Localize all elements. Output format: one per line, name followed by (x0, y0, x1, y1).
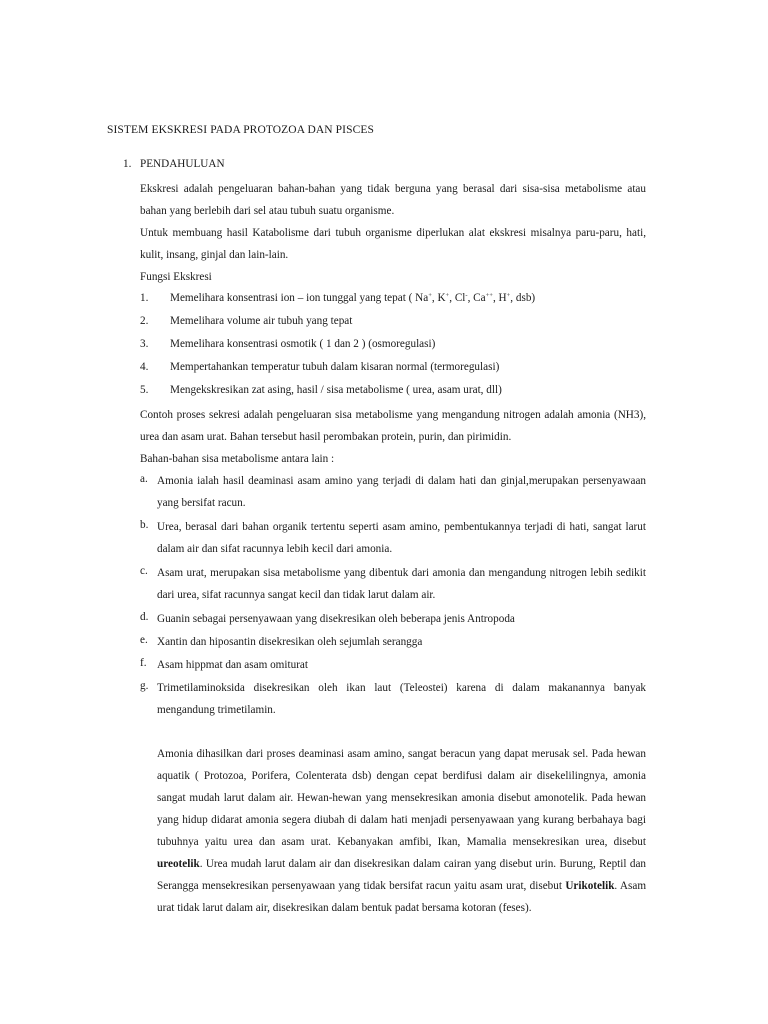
fungsi-number-4: 4. (140, 361, 149, 373)
item-trimetilaminoksida: Trimetilaminoksida disekresikan oleh ikan laut (Teleostei) karena di dalam makanannya banyak mengandung trimetilamin. (157, 682, 646, 716)
item-asam-urat: Asam urat, merupakan sisa metabolisme yang dibentuk dari amonia dan mengandung nitrogen lebih sedikit dari urea, sifat racunnya sangat kecil dan tidak larut dalam air. (157, 567, 646, 601)
section-title: PENDAHULUAN (140, 158, 225, 170)
item-asam-hippmat: Asam hippmat dan asam omiturat (157, 659, 308, 671)
paragraph-ekskresi-definition: Ekskresi adalah pengeluaran bahan-bahan yang tidak berguna yang berasal dari sisa-sisa metabolisme atau bahan yang berlebih dari sel atau tubuh suatu organisme. (140, 183, 646, 217)
paragraph-amonia: Amonia dihasilkan dari proses deaminasi asam amino, sangat beracun yang dapat merusak sel. Pada hewan aquatik ( Protozoa, Porifera, Colenterata dsb) dengan cepat berdifusi dalam air disekelilingnya, amonia sangat mudah larut dalam air. Hewan-hewan yang mensekresikan amonia disebut amonotelik. Pada hewan yang hidup didarat amonia segera diubah di dalam hati menjadi persenyawaan yang kurang berbahaya bagi tubuhnya yaitu urea dan asam urat. Kebanyakan amfibi, Ikan, Mamalia mensekresikan urea, disebut ureotelik. Urea mudah larut dalam air dan disekresikan dalam cairan yang disebut urin. Burung, Reptil dan Serangga mensekresikan persenyawaan yang tidak bersifat racun yaitu asam urat, disebut Urikotelik. Asam urat tidak larut dalam air, disekresikan dalam bentuk padat bersama kotoran (feses). (157, 748, 647, 914)
document-title: SISTEM EKSKRESI PADA PROTOZOA DAN PISCES (107, 124, 374, 136)
fungsi-item-1: Memelihara konsentrasi ion – ion tunggal yang tepat ( Na+, K+, Cl-, Ca++, H+, dsb) (170, 292, 536, 304)
fungsi-number-1: 1. (140, 292, 149, 304)
item-urea: Urea, berasal dari bahan organik tertentu seperti asam amino, pembentukannya terjadi di hati, sangat larut dalam air dan sifat racunnya lebih kecil dari amonia. (157, 521, 646, 555)
section-number: 1. (123, 158, 132, 170)
fungsi-item-2: Memelihara volume air tubuh yang tepat (170, 315, 353, 327)
paragraph-katabolisme: Untuk membuang hasil Katabolisme dari tubuh organisme diperlukan alat ekskresi misalnya paru-paru, hati, kulit, insang, ginjal dan lain-lain. (140, 227, 646, 261)
term-ureotelik: ureotelik (157, 858, 200, 870)
item-amonia: Amonia ialah hasil deaminasi asam amino yang terjadi di dalam hati dan ginjal,merupakan persenyawaan yang bersifat racun. (157, 475, 646, 509)
fungsi-item-4: Mempertahankan temperatur tubuh dalam kisaran normal (termoregulasi) (170, 361, 500, 373)
item-label-f: f. (140, 657, 147, 669)
fungsi-item-5: Mengekskresikan zat asing, hasil / sisa metabolisme ( urea, asam urat, dll) (170, 384, 502, 396)
fungsi-number-2: 2. (140, 315, 149, 327)
fungsi-item-3: Memelihara konsentrasi osmotik ( 1 dan 2 ) (osmoregulasi) (170, 338, 436, 350)
item-label-c: c. (140, 565, 148, 577)
item-label-d: d. (140, 611, 149, 623)
item-label-g: g. (140, 680, 149, 692)
item-label-e: e. (140, 634, 148, 646)
fungsi-number-5: 5. (140, 384, 149, 396)
paragraph-contoh: Contoh proses sekresi adalah pengeluaran sisa metabolisme yang mengandung nitrogen adalah amonia (NH3), urea dan asam urat. Bahan tersebut hasil perombakan protein, purin, dan pirimidin. (140, 409, 646, 443)
bahan-heading: Bahan-bahan sisa metabolisme antara lain : (140, 453, 335, 465)
item-xantin: Xantin dan hiposantin disekresikan oleh sejumlah serangga (157, 636, 423, 648)
item-label-b: b. (140, 519, 149, 531)
fungsi-heading: Fungsi Ekskresi (140, 271, 212, 283)
term-urikotelik: Urikotelik (565, 880, 615, 892)
item-label-a: a. (140, 473, 148, 485)
fungsi-number-3: 3. (140, 338, 149, 350)
item-guanin: Guanin sebagai persenyawaan yang disekresikan oleh beberapa jenis Antropoda (157, 613, 515, 625)
